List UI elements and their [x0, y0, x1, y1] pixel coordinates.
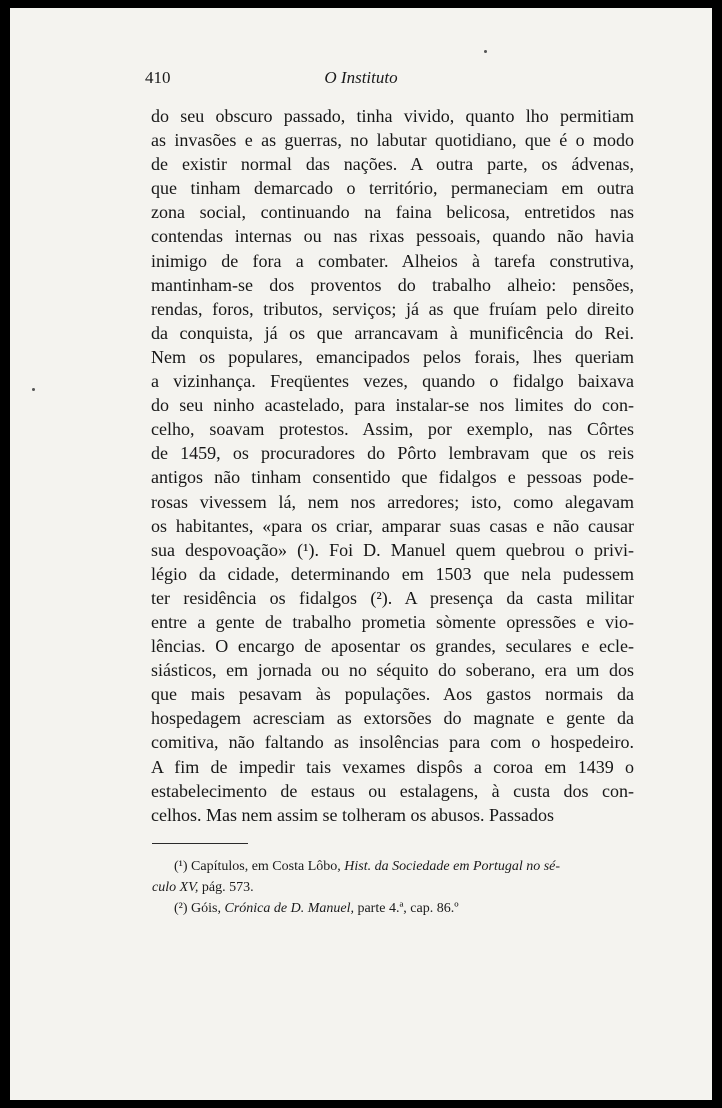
paper-speck [484, 50, 487, 53]
text-line: comitiva, não faltando as insolências para com o hospedeiro. [151, 732, 634, 753]
paper-speck [32, 388, 35, 391]
text-line: antigos não tinham consentido que fidalgos e pessoas pode- [151, 467, 634, 488]
footnote-title: culo XV, [152, 880, 199, 895]
text-line: celhos. Mas nem assim se tolheram os abusos. Passados [151, 804, 554, 825]
text-line: siásticos, em jornada ou no séquito do soberano, era um dos [151, 660, 634, 681]
body-text [151, 104, 634, 827]
text-line: légio da cidade, determinando em 1503 que nela pudessem [151, 563, 634, 584]
text-line: entre a gente de trabalho prometia sòmente opressões e vio- [151, 611, 634, 632]
footnote-title: Crónica de D. Manuel, [224, 901, 354, 916]
text-line: as invasões e as guerras, no labutar quotidiano, que é o modo [151, 130, 634, 151]
footnote-1 [152, 856, 635, 877]
text-line: rosas vivessem lá, nem nos arredores; isto, como alegavam [151, 491, 634, 512]
text-line: Nem os populares, emancipados pelos forais, lhes queriam [151, 346, 634, 367]
footnote-text: Capítulos, em Costa Lôbo, [191, 859, 341, 874]
text-line: hospedagem acresciam as extorsões do magnate e gente da [151, 708, 634, 729]
footnote-2 [152, 898, 635, 919]
text-line: zona social, continuando na faina belicosa, entretidos nas [151, 202, 634, 223]
text-line: lências. O encargo de aposentar os grandes, seculares e ecle- [151, 636, 634, 657]
footnote-text: pág. 573. [201, 880, 254, 895]
text-line: contendas internas ou nas rixas pessoais, quando não havia [151, 226, 634, 247]
text-line: que mais pesavam às populações. Aos gastos normais da [151, 684, 634, 705]
text-line: da conquista, já os que arrancavam à munificência do Rei. [151, 322, 634, 343]
footnote-text: parte 4.ª, cap. 86.º [357, 901, 459, 916]
text-line: ter residência os fidalgos (²). A presença da casta militar [151, 587, 634, 608]
text-line: os habitantes, «para os criar, amparar suas casas e não causar [151, 515, 634, 536]
text-line: A fim de impedir tais vexames dispôs a coroa em 1439 o [151, 756, 634, 777]
text-line: do seu obscuro passado, tinha vivido, quanto lho permitiam [151, 106, 634, 126]
footnote-marker: (¹) [174, 859, 188, 874]
page-number: 410 [145, 68, 171, 87]
footnote-rule [152, 843, 248, 844]
text-line: mantinham-se dos proventos do trabalho alheio: pensões, [151, 274, 634, 295]
footnote-marker: (²) [174, 901, 188, 916]
footnote-1-continued [152, 877, 635, 898]
text-line: de 1459, os procuradores do Pôrto lembravam que os reis [151, 443, 634, 464]
text-line: estabelecimento de estaus ou estalagens, à custa dos con- [151, 780, 634, 801]
text-line: celho, soavam protestos. Assim, por exemplo, nas Côrtes [151, 419, 634, 440]
text-line: inimigo de fora a combater. Alheios à tarefa construtiva, [151, 250, 634, 271]
text-line: que tinham demarcado o território, permaneciam em outra [151, 178, 634, 199]
text-line: a vizinhança. Freqüentes vezes, quando o fidalgo baixava [151, 371, 634, 392]
text-line: de existir normal das nações. A outra parte, os ádvenas, [151, 154, 634, 175]
footnote-title: Hist. da Sociedade em Portugal no sé- [344, 859, 561, 874]
text-line: do seu ninho acastelado, para instalar-se nos limites do con- [151, 395, 634, 416]
text-line: sua despovoação» (¹). Foi D. Manuel quem quebrou o privi- [151, 539, 634, 560]
footnote-text: Góis, [191, 901, 221, 916]
document-page [10, 8, 712, 1100]
page-header [10, 68, 712, 94]
footnotes [152, 856, 635, 919]
running-title: O Instituto [324, 68, 398, 87]
text-line: rendas, foros, tributos, serviços; já as que fruíam pelo direito [151, 298, 634, 319]
